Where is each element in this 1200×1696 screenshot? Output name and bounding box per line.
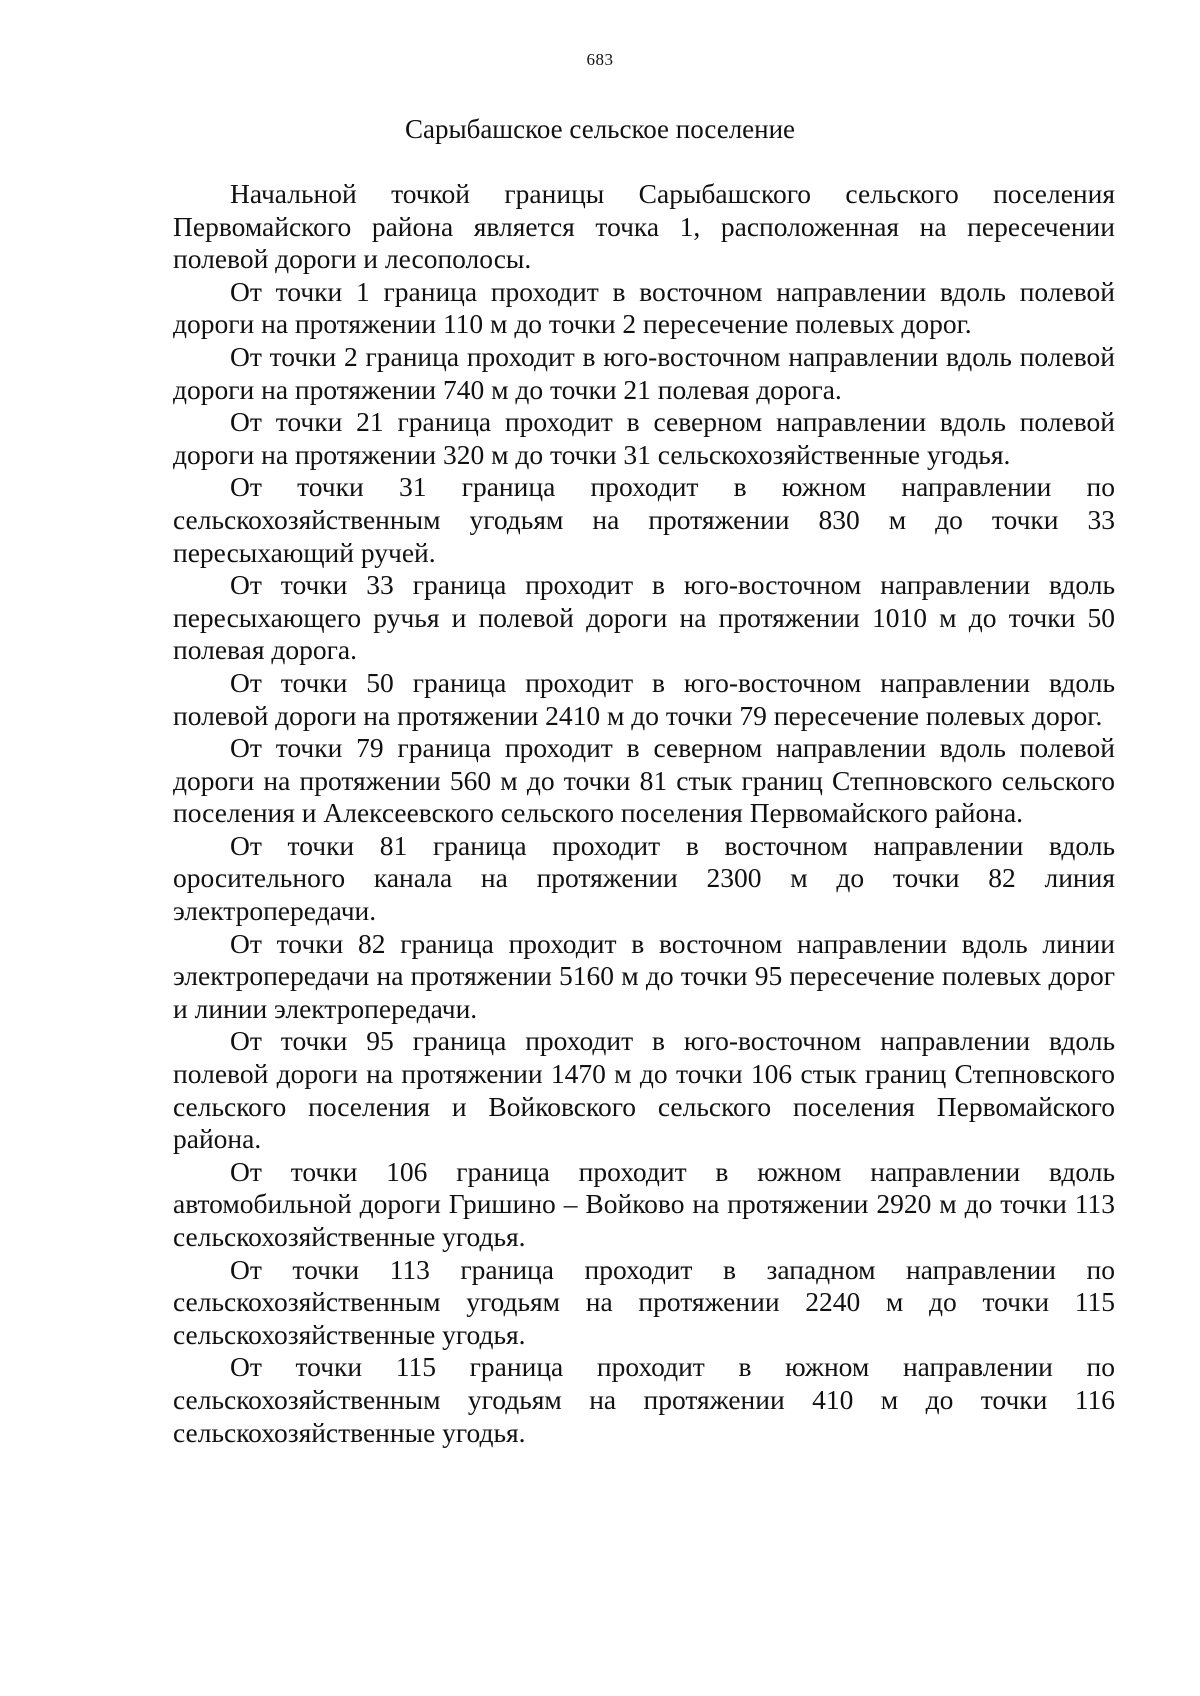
paragraph-7: От точки 50 граница проходит в юго-восточном направлении вдоль полевой дороги на протяжении 2410 м до точки 79 пересечение полевых дорог. — [173, 666, 1115, 731]
paragraph-5: От точки 31 граница проходит в южном направлении по сельскохозяйственным угодьям на протяжении 830 м до точки 33 пересыхающий ручей. — [173, 471, 1115, 568]
paragraph-13: От точки 113 граница проходит в западном направлении по сельскохозяйственным угодьям на протяжении 2240 м до точки 115 сельскохозяйственные угодья. — [173, 1253, 1115, 1350]
paragraph-6: От точки 33 граница проходит в юго-восточном направлении вдоль пересыхающего ручья и полевой дороги на протяжении 1010 м до точки 50 полевая дорога. — [173, 569, 1115, 666]
page-number: 683 — [586, 50, 614, 69]
paragraph-3: От точки 2 граница проходит в юго-восточном направлении вдоль полевой дороги на протяжении 740 м до точки 21 полевая дорога. — [173, 340, 1115, 405]
paragraph-12: От точки 106 граница проходит в южном направлении вдоль автомобильной дороги Гришино – Войково на протяжении 2920 м до точки 113 сельскохозяйственные угодья. — [173, 1155, 1115, 1252]
paragraph-8: От точки 79 граница проходит в северном направлении вдоль полевой дороги на протяжении 560 м до точки 81 стык границ Степновского сельского поселения и Алексеевского сельского поселения Первомайского района. — [173, 732, 1115, 829]
paragraph-11: От точки 95 граница проходит в юго-восточном направлении вдоль полевой дороги на протяжении 1470 м до точки 106 стык границ Степновского сельского поселения и Войковского сельского поселения Первомайского района. — [173, 1025, 1115, 1155]
paragraph-14: От точки 115 граница проходит в южном направлении по сельскохозяйственным угодьям на протяжении 410 м до точки 116 сельскохозяйственные угодья. — [173, 1351, 1115, 1448]
body-text — [173, 178, 1115, 1449]
paragraph-10: От точки 82 граница проходит в восточном направлении вдоль линии электропередачи на протяжении 5160 м до точки 95 пересечение полевых дорог и линии электропередачи. — [173, 927, 1115, 1024]
section-title: Сарыбашское сельское поселение — [404, 114, 796, 144]
paragraph-2: От точки 1 граница проходит в восточном направлении вдоль полевой дороги на протяжении 110 м до точки 2 пересечение полевых дорог. — [173, 275, 1115, 340]
paragraph-9: От точки 81 граница проходит в восточном направлении вдоль оросительного канала на протяжении 2300 м до точки 82 линия электропередачи. — [173, 829, 1115, 927]
paragraph-1: Начальной точкой границы Сарыбашского сельского поселения Первомайского района является точка 1, расположенная на пересечении полевой дороги и лесополосы. — [173, 178, 1115, 275]
paragraph-4: От точки 21 граница проходит в северном направлении вдоль полевой дороги на протяжении 320 м до точки 31 сельскохозяйственные угодья. — [173, 406, 1115, 470]
